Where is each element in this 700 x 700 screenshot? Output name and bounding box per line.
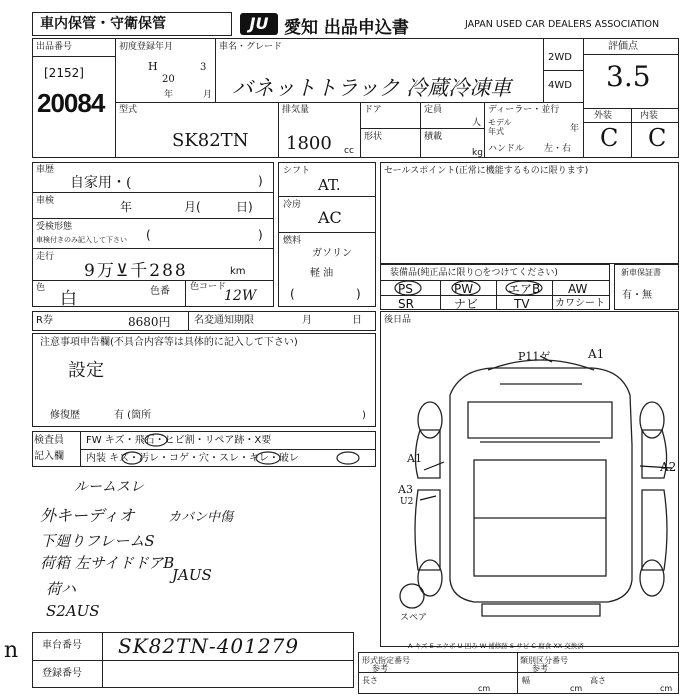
drive-2wd: 2WD <box>548 52 572 63</box>
registration-era: H <box>148 60 158 73</box>
door-label: ドア <box>364 105 382 115</box>
equip-navi: ナビ <box>454 297 479 311</box>
interior-label: 内装 <box>640 111 659 121</box>
drive-4wd: 4WD <box>548 80 572 91</box>
diagram-right-note: A2 <box>660 460 677 474</box>
diagram-left-note1: A1 <box>407 452 422 465</box>
color-label: 色 <box>36 283 46 293</box>
inspector-label2: 記入欄 <box>34 451 64 462</box>
fuel-option2: 軽 油 <box>310 268 334 279</box>
notes-label: 注意事項申告欄(不具合内容等は具体的に記入して下さい) <box>40 337 298 348</box>
inspector-fw-row: FW キズ・飛石・ヒビ割・リペア跡・X要 <box>86 435 272 446</box>
inspection-month-unit: 月( <box>184 200 201 214</box>
history-close: ) <box>258 174 263 188</box>
registration-month-unit: 月 <box>203 90 213 100</box>
repair-value: 有 (箇所 <box>114 410 152 421</box>
inspection-year-unit: 年 <box>120 200 133 214</box>
model-year-label: モデル <box>488 118 512 127</box>
width-unit: cm <box>570 684 583 693</box>
mileage-value: 9万⊻千288 <box>84 261 188 281</box>
reg-number-label: 登録番号 <box>42 668 82 679</box>
diagram-left-note3: U2 <box>400 497 414 507</box>
association-name: JAPAN USED CAR DEALERS ASSOCIATION <box>465 19 660 30</box>
model-name-label: 車名・グレード <box>219 42 283 52</box>
color-value: 白 <box>60 289 77 309</box>
notes-value: 設定 <box>68 360 104 381</box>
displacement-value: 1800 <box>286 133 332 154</box>
ju-logo: JU <box>240 13 278 35</box>
shift-label: シフト <box>283 166 311 176</box>
repair-label: 修復歴 <box>50 410 80 421</box>
diagram-top-note1: P11ゲ <box>518 350 551 363</box>
dealer-label: ディーラー・並行 <box>488 105 560 115</box>
lot-label: 出品番号 <box>36 42 73 52</box>
exterior-label: 外装 <box>594 111 613 121</box>
grade-label: 評価点 <box>608 41 638 52</box>
cc-unit: cc <box>344 146 354 156</box>
receipt-note: 車検付きのみ記入して下さい <box>36 236 127 244</box>
damage-legend: A-キズ E-エクボ U-凹み W-補修跡 S-サビ C-腐食 XX-交換済 <box>408 642 584 650</box>
recycle-label: R券 <box>36 315 53 326</box>
equip-leather-seat: カワシート <box>555 298 605 309</box>
note-room-scratch: ルームスレ <box>74 479 144 495</box>
equip-tv: TV <box>514 297 530 311</box>
note-cargo-box: 荷箱 左サイドドアB <box>40 554 175 572</box>
equip-sr: SR <box>398 297 414 311</box>
divider <box>517 652 518 694</box>
shift-value: AT. <box>318 176 341 194</box>
fuel-close: ) <box>356 287 361 301</box>
transfer-month: 月 <box>302 315 312 326</box>
transfer-label: 名変通知期限 <box>194 315 254 326</box>
color-code-label: 色コード <box>190 282 227 292</box>
displacement-label: 排気量 <box>282 105 310 115</box>
equip-ps: PS <box>398 282 413 296</box>
chassis-label: 車台番号 <box>42 640 82 651</box>
fuel-option1: ガソリン <box>312 248 352 259</box>
registration-label: 初度登録年月 <box>119 42 174 52</box>
warranty-label: 新車保証書 <box>621 268 661 277</box>
interior-grade: C <box>648 124 667 152</box>
inspection-label: 車検 <box>36 196 55 206</box>
model-year-label2: 年式 <box>488 127 504 136</box>
ac-label: 冷房 <box>283 200 302 210</box>
chassis-value: SK82TN-401279 <box>118 634 300 658</box>
inspector-int-row: 内装 キズ・汚レ・コゲ・穴・スレ・キレ・破レ <box>86 453 299 464</box>
receipt-close: ) <box>258 228 263 242</box>
load-unit: kg <box>472 148 483 158</box>
spare-label: スペア <box>400 613 428 623</box>
length-unit: cm <box>478 684 491 693</box>
fuel-label: 燃料 <box>283 236 302 246</box>
warranty-options: 有・無 <box>622 290 652 301</box>
type-label: 型式 <box>119 105 138 115</box>
handle-options: 左・右 <box>544 144 572 154</box>
note-s2aus: S2AUS <box>46 602 100 620</box>
history-value: 自家用・( <box>70 175 132 191</box>
grade-score: 3.5 <box>606 60 651 93</box>
fuel-open: ( <box>290 287 295 301</box>
height-label: 高さ <box>590 676 606 685</box>
sales-point-label: セールスポイント(正常に機能するものに限ります) <box>384 166 589 176</box>
recycle-value: 8680円 <box>128 315 171 329</box>
note-key-audio: 外キーディオ <box>40 506 135 525</box>
equipment-label: 装備品(純正品に限り○をつけてください) <box>390 268 558 278</box>
registration-year-unit: 年 <box>164 90 174 100</box>
equip-aw: AW <box>568 282 588 296</box>
type-value: SK82TN <box>172 130 249 151</box>
transfer-day: 日 <box>352 315 362 326</box>
color-number-label: 色番 <box>150 286 170 297</box>
note-bag-damage: カバン中傷 <box>168 510 234 525</box>
handle-label: ハンドル <box>488 144 525 154</box>
history-label: 車歴 <box>36 165 55 175</box>
designation-ref: 参考 <box>372 664 388 673</box>
note-cargo-ha: 荷ハ <box>46 580 77 598</box>
registration-year-value: 20 <box>162 74 175 85</box>
color-code-value: 12W <box>224 288 257 304</box>
note-jaus: JAUS <box>172 566 212 584</box>
height-unit: cm <box>660 684 673 693</box>
mileage-label: 走行 <box>36 252 55 262</box>
model-year-unit: 年 <box>570 124 580 134</box>
load-label: 積載 <box>424 132 443 142</box>
equip-airbag: エアB <box>508 282 541 296</box>
receipt-label: 受検形態 <box>36 222 73 232</box>
seat-label: 後日品 <box>384 315 412 325</box>
registration-month-value: 3 <box>200 62 207 73</box>
margin-mark: n <box>4 638 19 663</box>
designation-label: 形式指定番号 <box>362 656 410 665</box>
shape-label: 形状 <box>364 132 383 142</box>
model-name-value: バネットトラック 冷蔵冷凍車 <box>232 76 512 100</box>
divider <box>32 660 354 661</box>
exterior-grade: C <box>600 124 619 152</box>
width-label: 幅 <box>522 676 530 685</box>
divider <box>358 672 679 673</box>
capacity-label: 定員 <box>424 105 443 115</box>
equip-pw: PW <box>454 282 474 296</box>
receipt-open: ( <box>146 228 151 242</box>
form-title: 愛知 出品申込書 <box>284 18 409 38</box>
note-undercarriage: 下廻りフレームS <box>40 532 155 550</box>
diagram-top-note2: A1 <box>588 347 605 361</box>
diagram-left-note2: A3 <box>398 483 413 496</box>
inspection-day-unit: 日) <box>236 200 253 214</box>
length-label: 長さ <box>362 676 378 685</box>
mileage-unit: km <box>230 266 246 277</box>
lot-sub-number: [2152] <box>44 66 84 80</box>
classification-ref: 参考 <box>532 664 548 673</box>
capacity-unit: 人 <box>472 118 482 128</box>
ac-value: AC <box>318 208 342 227</box>
storage-label: 車内保管・守衛保管 <box>40 16 166 32</box>
repair-close: ) <box>362 410 366 421</box>
inspector-label1: 検査員 <box>34 435 64 446</box>
classification-label: 類別区分番号 <box>520 656 568 665</box>
lot-number: 20084 <box>37 88 105 118</box>
